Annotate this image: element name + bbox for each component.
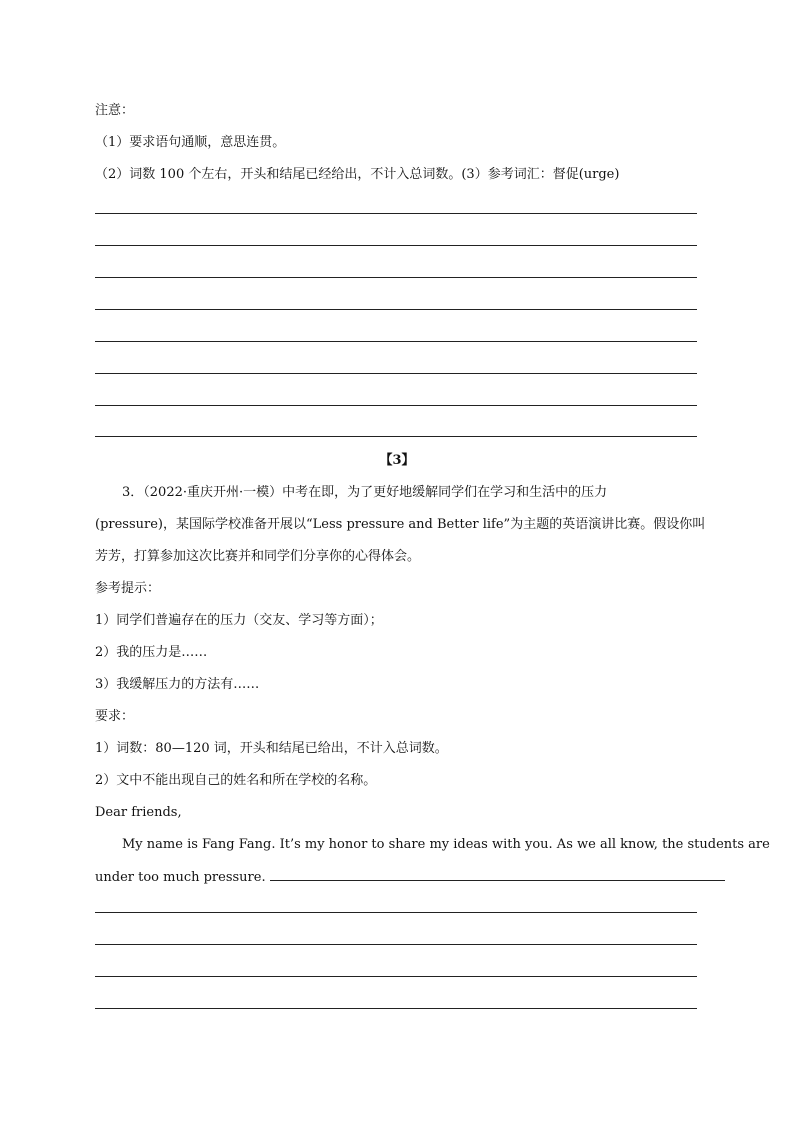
hint-item-2: 2）我的压力是…… <box>95 645 208 660</box>
note-item-1: （1）要求语句通顺，意思连贯。 <box>95 135 286 150</box>
answer-line[interactable] <box>95 912 697 913</box>
answer-line[interactable] <box>95 245 697 246</box>
requirement-item-2: 2）文中不能出现自己的姓名和所在学校的名称。 <box>95 773 377 788</box>
note-item-2: （2）词数 100 个左右，开头和结尾已经给出，不计入总词数。(3）参考词汇：督促(urge) <box>95 167 620 182</box>
hint-item-3: 3）我缓解压力的方法有…… <box>95 677 260 692</box>
letter-greeting: Dear friends, <box>95 805 182 820</box>
answer-line[interactable] <box>95 1008 697 1009</box>
hints-heading: 参考提示： <box>95 581 161 596</box>
answer-line-inline[interactable] <box>270 868 725 881</box>
requirements-heading: 要求： <box>95 709 135 724</box>
answer-line[interactable] <box>95 373 697 374</box>
answer-line[interactable] <box>95 976 697 977</box>
letter-opening-line-1: My name is Fang Fang. It’s my honor to share my ideas with you. As we all know, the students are <box>122 837 770 852</box>
answer-line[interactable] <box>95 944 697 945</box>
letter-opening-text: under too much pressure. <box>95 870 266 885</box>
requirement-item-1: 1）词数：80—120 词，开头和结尾已给出，不计入总词数。 <box>95 741 448 756</box>
answer-line[interactable] <box>95 436 697 437</box>
answer-line[interactable] <box>95 309 697 310</box>
answer-line[interactable] <box>95 341 697 342</box>
section-mark: 【3】 <box>379 453 415 468</box>
answer-line[interactable] <box>95 405 697 406</box>
question-line-1: 3．（2022·重庆开州·一模）中考在即，为了更好地缓解同学们在学习和生活中的压力 <box>122 485 608 500</box>
question-line-3: 芳芳，打算参加这次比赛并和同学们分享你的心得体会。 <box>95 549 421 564</box>
notes-heading: 注意： <box>95 103 135 118</box>
answer-line[interactable] <box>95 277 697 278</box>
letter-opening-line-2 <box>95 868 725 887</box>
answer-line[interactable] <box>95 213 697 214</box>
question-line-2: (pressure)，某国际学校准备开展以“Less pressure and Better life”为主题的英语演讲比赛。假设你叫 <box>95 517 706 532</box>
hint-item-1: 1）同学们普遍存在的压力（交友、学习等方面）； <box>95 613 383 628</box>
